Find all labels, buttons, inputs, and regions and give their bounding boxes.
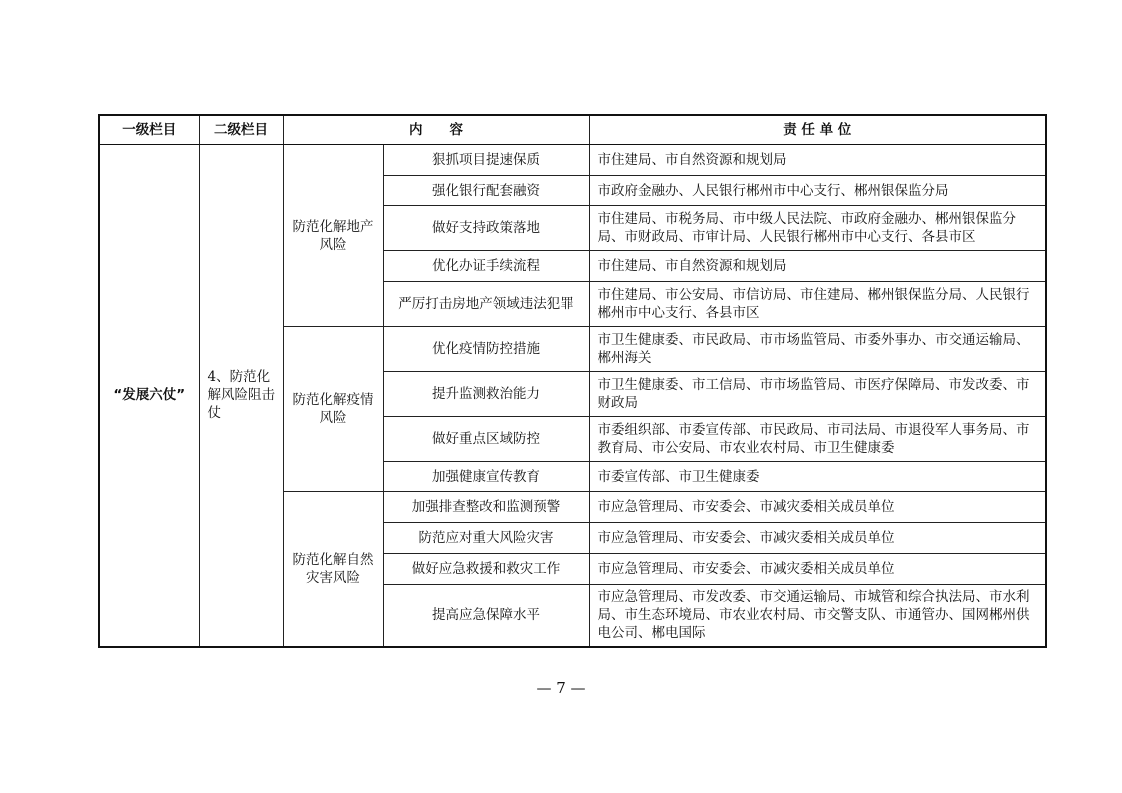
content-cell: 做好应急救援和救灾工作 (383, 554, 589, 585)
content-cell: 做好支持政策落地 (383, 206, 589, 251)
level1-cell: “发展六仗” (99, 145, 199, 647)
page-number: — 7 — (536, 679, 586, 697)
content-cell: 优化疫情防控措施 (383, 327, 589, 372)
unit-cell: 市应急管理局、市安委会、市减灾委相关成员单位 (589, 492, 1046, 523)
unit-cell: 市卫生健康委、市民政局、市市场监管局、市委外事办、市交通运输局、郴州海关 (589, 327, 1046, 372)
header-level1: 一级栏目 (99, 115, 199, 145)
content-cell: 严厉打击房地产领域违法犯罪 (383, 282, 589, 327)
content-cell: 加强健康宣传教育 (383, 462, 589, 492)
header-level2: 二级栏目 (199, 115, 283, 145)
content-cell: 提高应急保障水平 (383, 585, 589, 647)
unit-cell: 市住建局、市自然资源和规划局 (589, 145, 1046, 176)
unit-cell: 市住建局、市自然资源和规划局 (589, 251, 1046, 282)
unit-cell: 市应急管理局、市安委会、市减灾委相关成员单位 (589, 523, 1046, 554)
content-cell: 提升监测救治能力 (383, 372, 589, 417)
content-cell: 强化银行配套融资 (383, 176, 589, 206)
table-row (99, 145, 1046, 176)
unit-cell: 市应急管理局、市安委会、市减灾委相关成员单位 (589, 554, 1046, 585)
unit-cell: 市委组织部、市委宣传部、市民政局、市司法局、市退役军人事务局、市教育局、市公安局、市农业农村局、市卫生健康委 (589, 417, 1046, 462)
content-cell: 加强排查整改和监测预警 (383, 492, 589, 523)
unit-cell: 市卫生健康委、市工信局、市市场监管局、市医疗保障局、市发改委、市财政局 (589, 372, 1046, 417)
unit-cell: 市住建局、市税务局、市中级人民法院、市政府金融办、郴州银保监分局、市财政局、市审计局、人民银行郴州市中心支行、各县市区 (589, 206, 1046, 251)
unit-cell: 市住建局、市公安局、市信访局、市住建局、郴州银保监分局、人民银行郴州市中心支行、各县市区 (589, 282, 1046, 327)
group-cell: 防范化解地产风险 (283, 145, 383, 327)
group-cell: 防范化解自然灾害风险 (283, 492, 383, 647)
group-cell: 防范化解疫情风险 (283, 327, 383, 492)
content-cell: 防范应对重大风险灾害 (383, 523, 589, 554)
header-unit: 责 任 单 位 (589, 115, 1046, 145)
responsibility-table (98, 114, 1047, 648)
header-content: 内 容 (283, 115, 589, 145)
unit-cell: 市委宣传部、市卫生健康委 (589, 462, 1046, 492)
content-cell: 优化办证手续流程 (383, 251, 589, 282)
content-cell: 做好重点区域防控 (383, 417, 589, 462)
level2-cell: 4、防范化解风险阻击仗 (199, 145, 283, 647)
unit-cell: 市应急管理局、市发改委、市交通运输局、市城管和综合执法局、市水利局、市生态环境局、市农业农村局、市交警支队、市通管办、国网郴州供电公司、郴电国际 (589, 585, 1046, 647)
table-header-row (99, 115, 1046, 145)
content-cell: 狠抓项目提速保质 (383, 145, 589, 176)
unit-cell: 市政府金融办、人民银行郴州市中心支行、郴州银保监分局 (589, 176, 1046, 206)
